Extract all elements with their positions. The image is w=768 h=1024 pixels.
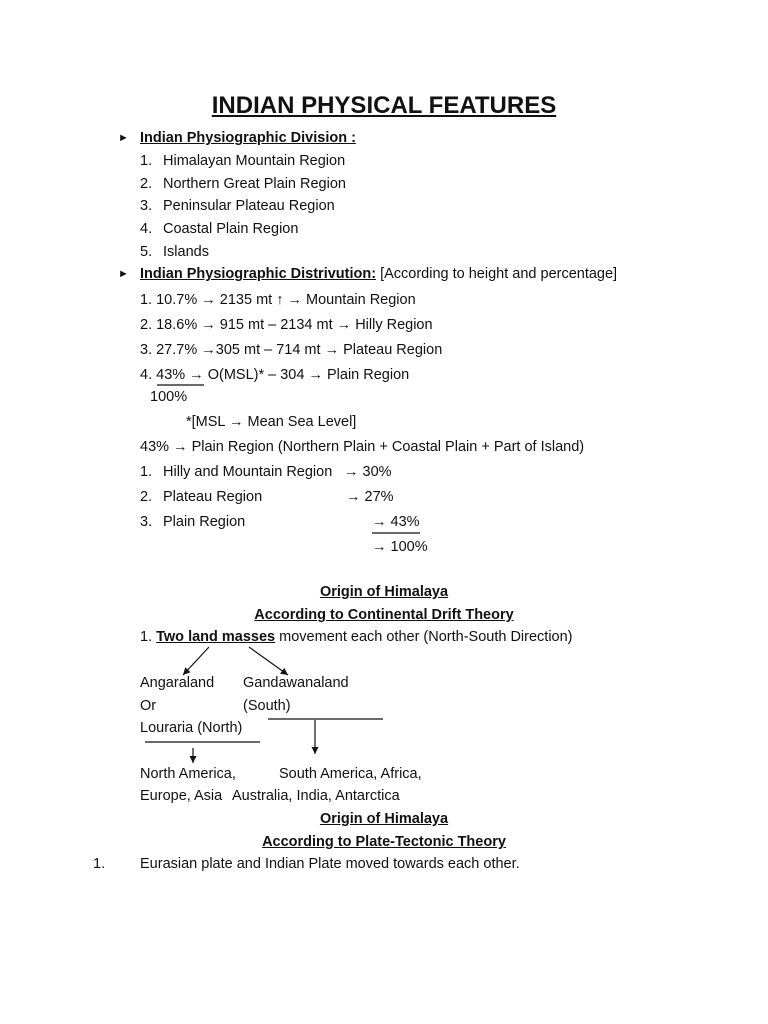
page-title: INDIAN PHYSICAL FEATURES	[211, 92, 557, 119]
summary-item: 2. Plateau Region	[140, 489, 263, 505]
distribution-row: 4. 43% → O(MSL)* – 304 → Plain Region	[140, 367, 410, 383]
origin-subheading: According to Plate-Tectonic Theory	[262, 834, 506, 850]
summary-value: → 43%	[372, 514, 420, 530]
section-heading-division: Indian Physiographic Division :	[140, 130, 356, 146]
list-item: 1. Himalayan Mountain Region	[140, 153, 346, 169]
distribution-row: 3. 27.7% →305 mt – 714 mt → Plateau Region	[140, 342, 443, 358]
origin-point: 1. Two land masses movement each other (North-South Direction)	[140, 629, 573, 645]
distribution-row: 1. 10.7% → 2135 mt ↑ → Mountain Region	[140, 292, 416, 308]
left-result: Europe, Asia	[140, 788, 223, 804]
right-result: South America, Africa,	[279, 766, 422, 782]
left-mass-or: Or	[140, 698, 157, 714]
summary-item: 1. Hilly and Mountain Region	[140, 464, 333, 480]
list-item: 2. Northern Great Plain Region	[140, 176, 346, 192]
arrow-to-angaraland	[183, 647, 209, 675]
plate-point-number: 1.	[93, 856, 106, 872]
right-result: Australia, India, Antarctica	[232, 788, 400, 804]
section-heading-distribution: Indian Physiographic Distrivution: [According to height and percentage]	[140, 266, 618, 282]
origin-heading: Origin of Himalaya	[319, 584, 449, 600]
bullet-icon: ►	[118, 268, 129, 280]
total-value: 100%	[150, 389, 188, 405]
summary-value: → 27%	[346, 489, 394, 505]
msl-note: *[MSL → Mean Sea Level]	[186, 414, 357, 430]
distribution-row: 2. 18.6% → 915 mt – 2134 mt → Hilly Region	[140, 317, 433, 333]
summary-total: → 100%	[372, 539, 428, 555]
left-mass-name: Angaraland	[140, 675, 215, 691]
list-item: 5. Islands	[140, 244, 209, 260]
right-mass-name: Gandawanaland	[243, 675, 349, 691]
summary-value: → 30%	[344, 464, 392, 480]
right-mass-direction: (South)	[243, 698, 291, 714]
list-item: 3. Peninsular Plateau Region	[140, 198, 335, 214]
plate-point-text: Eurasian plate and Indian Plate moved towards each other.	[140, 856, 520, 872]
left-mass-alt: Louraria (North)	[140, 720, 243, 736]
plain-note: 43% → Plain Region (Northern Plain + Coastal Plain + Part of Island)	[140, 439, 585, 455]
arrow-to-gandawanaland	[249, 647, 288, 675]
summary-item: 3. Plain Region	[140, 514, 246, 530]
origin-heading: Origin of Himalaya	[319, 811, 449, 827]
origin-subheading: According to Continental Drift Theory	[254, 607, 514, 623]
list-item: 4. Coastal Plain Region	[140, 221, 299, 237]
left-result: North America,	[140, 766, 236, 782]
bullet-icon: ►	[118, 132, 129, 144]
